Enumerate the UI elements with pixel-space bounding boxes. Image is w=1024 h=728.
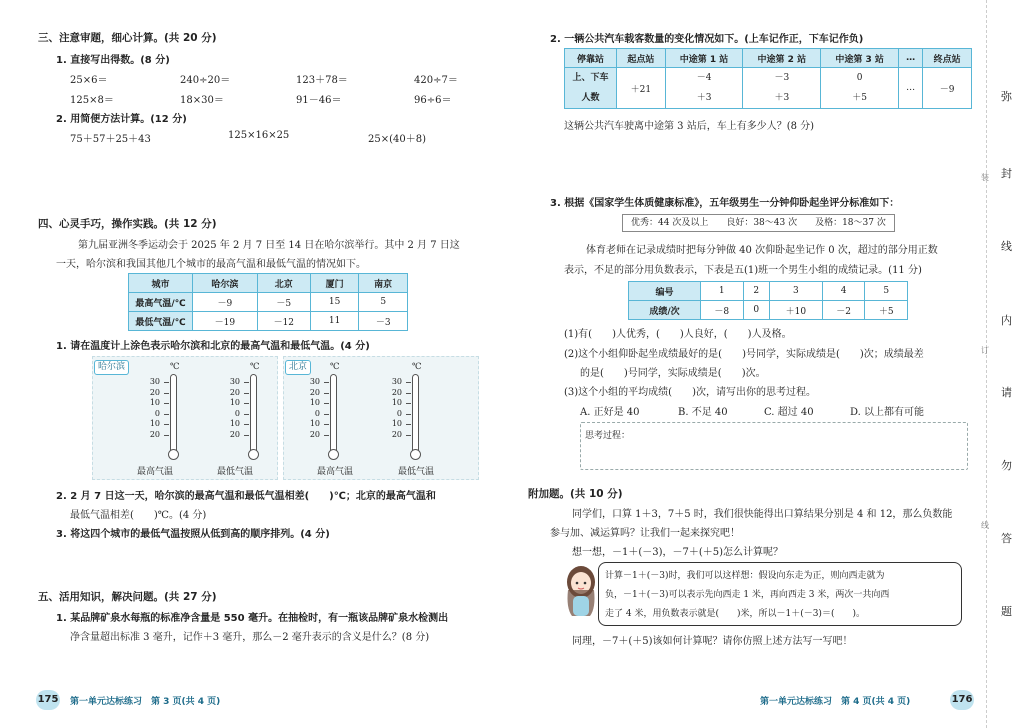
seal-char: 勿 xyxy=(1001,459,1012,472)
thermometer-tick xyxy=(324,414,329,415)
sec3-q2-title: 2. 用简便方法计算。(12 分) xyxy=(56,114,187,125)
seal-line-sidebar xyxy=(981,0,1024,728)
thermometer-tick xyxy=(244,403,249,404)
table-cell: －19 xyxy=(193,312,258,331)
table-cell: 2 xyxy=(743,282,769,301)
binding-mark: 线 xyxy=(981,521,989,530)
table-row-label: 最高气温/℃ xyxy=(129,293,193,312)
sec4-intro: 第九届亚洲冬季运动会于 2025 年 2 月 7 日至 14 日在哈尔滨举行。其中 2 月 7 日这 xyxy=(78,240,460,251)
thermometer-scale: 30 20 10 0 10 20 xyxy=(309,377,320,439)
thermometer-bulb xyxy=(248,449,259,460)
table-header-cell: 编号 xyxy=(629,282,701,301)
table-cell: －2 xyxy=(822,301,865,320)
thermometer-tick xyxy=(406,382,411,383)
calc-item: 240÷20＝ xyxy=(180,75,231,86)
table-header-cell: 中途第 1 站 xyxy=(665,49,743,68)
speech-bubble xyxy=(598,562,962,626)
table-header-cell: 北京 xyxy=(257,274,310,293)
table-header-cell: 中途第 2 站 xyxy=(743,49,821,68)
table-cell: －3 ＋3 xyxy=(743,68,821,109)
table-cell: －3 xyxy=(359,312,408,331)
standard-box: 优秀：44 次及以上 良好：38～43 次 及格：18～37 次 xyxy=(622,214,895,232)
thermometer-tick xyxy=(164,414,169,415)
table-header-cell: 哈尔滨 xyxy=(193,274,258,293)
page-number: 175 xyxy=(36,690,60,710)
table-cell: 1 xyxy=(701,282,744,301)
binding-mark: 装 xyxy=(981,173,989,182)
option-b[interactable]: B. 不足 40 xyxy=(678,407,728,418)
table-header-cell: … xyxy=(898,49,922,68)
simplify-item: 125×16×25 xyxy=(228,130,290,141)
thermometer-tick xyxy=(406,403,411,404)
thermometer-tick xyxy=(244,424,249,425)
situp-sub2: 的是( )号同学，实际成绩是( )次。 xyxy=(580,368,766,379)
table-cell: －8 xyxy=(701,301,744,320)
thermometer-scale: 30 20 10 0 10 20 xyxy=(391,377,402,439)
table-header-cell: 停靠站 xyxy=(565,49,617,68)
table-cell: 3 xyxy=(769,282,822,301)
table-cell: 4 xyxy=(822,282,865,301)
sec4-q2: 2. 2 月 7 日这一天，哈尔滨的最高气温和最低气温相差( )℃；北京的最高气温和 xyxy=(56,491,436,502)
simplify-item: 25×(40＋8) xyxy=(368,134,426,145)
thermometer-tick xyxy=(164,424,169,425)
seal-char: 内 xyxy=(1001,314,1012,327)
extra-para: 同理，－7＋(＋5)该如何计算呢？请你仿照上述方法写一写吧！ xyxy=(572,636,853,647)
calc-item: 123＋78＝ xyxy=(296,75,348,86)
unit-label: ℃ xyxy=(250,362,260,372)
seal-char: 题 xyxy=(1001,605,1012,618)
situp-sub2: (2)这个小组仰卧起坐成绩最好的是( )号同学，实际成绩是( )次；成绩最差 xyxy=(564,349,924,360)
thermometer-caption: 最低气温 xyxy=(217,467,254,477)
extra-para: 同学们，口算 1＋3，7＋5 时，我们很快能得出口算结果分别是 4 和 12，那么负数能 xyxy=(572,509,953,520)
table-cell: －4 ＋3 xyxy=(665,68,743,109)
unit-label: ℃ xyxy=(170,362,180,372)
simplify-item: 75＋57＋25＋43 xyxy=(70,134,151,145)
table-row-label: 最低气温/℃ xyxy=(129,312,193,331)
thermometer-tick xyxy=(406,424,411,425)
thermometer-caption: 最高气温 xyxy=(137,467,174,477)
table-cell: －5 xyxy=(257,293,310,312)
extra-para: 参与加、减运算吗？让我们一起来探究吧！ xyxy=(550,528,740,539)
thermometer-tube[interactable] xyxy=(250,374,257,454)
option-c[interactable]: C. 超过 40 xyxy=(764,407,814,418)
calc-item: 91－46＝ xyxy=(296,95,342,106)
page-footer: 第一单元达标练习 第 3 页(共 4 页) xyxy=(70,697,221,707)
sec4-q3: 3. 将这四个城市的最低气温按照从低到高的顺序排列。(4 分) xyxy=(56,529,330,540)
thermometer-tick xyxy=(244,393,249,394)
bubble-line: 走了 4 米，用负数表示就是( )米，所以－1＋(－3)＝( )。 xyxy=(605,609,865,619)
thermometer-tick xyxy=(406,393,411,394)
situp-sub3: (3)这个小组的平均成绩( )次，请写出你的思考过程。 xyxy=(564,387,816,398)
section-3-title: 三、注意审题，细心计算。(共 20 分) xyxy=(38,32,217,44)
extra-para: 想一想，－1＋(－3)，－7＋(＋5)怎么计算呢？ xyxy=(572,547,784,558)
thermometer-tube[interactable] xyxy=(170,374,177,454)
sec4-q2: 最低气温相差( )℃。(4 分) xyxy=(70,510,207,521)
page-footer: 第一单元达标练习 第 4 页(共 4 页) xyxy=(760,697,911,707)
table-cell: 5 xyxy=(865,282,908,301)
seal-char: 封 xyxy=(1001,167,1012,180)
table-header-cell: 中途第 3 站 xyxy=(821,49,899,68)
sec5-q1: 净含量超出标准 3 毫升，记作＋3 毫升，那么－2 毫升表示的含义是什么？(8 分) xyxy=(70,632,430,643)
bubble-line: 计算－1＋(－3)时，我们可以这样想：假设向东走为正，则向西走就为 xyxy=(605,571,885,581)
sec5-q1: 1. 某品牌矿泉水每瓶的标准净含量是 550 毫升。在抽检时，有一瓶该品牌矿泉水检测出 xyxy=(56,613,449,624)
calc-item: 420÷7＝ xyxy=(414,75,458,86)
table-header-cell: 南京 xyxy=(359,274,408,293)
thermometer-scale: 30 20 10 0 10 20 xyxy=(229,377,240,439)
thermometer-tick xyxy=(324,424,329,425)
sec3-q1-title: 1. 直接写出得数。(8 分) xyxy=(56,55,170,66)
thermometer-tick xyxy=(164,403,169,404)
city-tag: 哈尔滨 xyxy=(94,360,129,375)
table-row-label: 上、下车 人数 xyxy=(565,68,617,109)
thermometer-bulb xyxy=(168,449,179,460)
temperature-table xyxy=(128,273,408,331)
thermometer-caption: 最高气温 xyxy=(317,467,354,477)
table-cell: ＋5 xyxy=(865,301,908,320)
bus-question-title: 2. 一辆公共汽车载客数量的变化情况如下。(上车记作正，下车记作负) xyxy=(550,34,864,45)
bubble-line: 负，－1＋(－3)可以表示先向西走 1 米，再向西走 3 米，两次一共向西 xyxy=(605,590,890,600)
thermometer-tick xyxy=(406,414,411,415)
calc-item: 125×8＝ xyxy=(70,95,114,106)
situp-desc: 表示，不足的部分用负数表示，下表是五(1)班一个男生小组的成绩记录。(11 分) xyxy=(564,265,922,276)
thermometer-tube[interactable] xyxy=(330,374,337,454)
seal-char: 弥 xyxy=(1001,90,1012,103)
table-cell: 0 xyxy=(743,301,769,320)
thermometer-tick xyxy=(324,435,329,436)
thermometer-tick xyxy=(406,435,411,436)
binding-mark: 订 xyxy=(981,346,989,355)
section-5-title: 五、活用知识，解决问题。(共 27 分) xyxy=(38,591,217,603)
unit-label: ℃ xyxy=(412,362,422,372)
table-cell: －9 xyxy=(923,68,972,109)
seal-char: 线 xyxy=(1001,240,1012,253)
table-cell: ＋21 xyxy=(617,68,666,109)
thermometer-tick xyxy=(164,382,169,383)
table-cell: －9 xyxy=(193,293,258,312)
sec4-intro: 一天，哈尔滨和我国其他几个城市的最高气温和最低气温的情况如下。 xyxy=(56,259,366,270)
situp-sub1: (1)有( )人优秀，( )人良好，( )人及格。 xyxy=(564,329,792,340)
table-cell: 11 xyxy=(310,312,359,331)
bus-table xyxy=(564,48,972,109)
thermometer-caption: 最低气温 xyxy=(398,467,435,477)
thermometer-tick xyxy=(244,382,249,383)
table-cell: 15 xyxy=(310,293,359,312)
option-d[interactable]: D. 以上都有可能 xyxy=(850,407,925,418)
seal-char: 答 xyxy=(1001,532,1012,545)
thermometer-tick xyxy=(164,435,169,436)
table-header-cell: 城市 xyxy=(129,274,193,293)
thermometer-bulb xyxy=(410,449,421,460)
thermometer-tick xyxy=(324,393,329,394)
table-cell: ＋10 xyxy=(769,301,822,320)
table-row-label: 成绩/次 xyxy=(629,301,701,320)
table-cell: 0 ＋5 xyxy=(821,68,899,109)
seal-char: 请 xyxy=(1001,386,1012,399)
thinking-label: 思考过程： xyxy=(585,431,631,441)
calc-item: 25×6＝ xyxy=(70,75,108,86)
thermometer-tick xyxy=(244,414,249,415)
situp-desc: 体育老师在记录成绩时把每分钟做 40 次仰卧起坐记作 0 次，超过的部分用正数 xyxy=(586,245,938,256)
city-tag: 北京 xyxy=(285,360,311,375)
calc-item: 18×30＝ xyxy=(180,95,224,106)
table-header-cell: 厦门 xyxy=(310,274,359,293)
thermometer-bulb xyxy=(328,449,339,460)
extra-title: 附加题。(共 10 分) xyxy=(528,488,623,500)
thermometer-tick xyxy=(244,435,249,436)
situp-table xyxy=(628,281,908,320)
thermometer-tick xyxy=(324,403,329,404)
sec4-q1: 1. 请在温度计上涂色表示哈尔滨和北京的最高气温和最低气温。(4 分) xyxy=(56,341,370,352)
table-cell: －12 xyxy=(257,312,310,331)
thermometer-tick xyxy=(324,382,329,383)
situp-question-title: 3. 根据《国家学生体质健康标准》，五年级男生一分钟仰卧起坐评分标准如下： xyxy=(550,198,900,209)
section-4-title: 四、心灵手巧，操作实践。(共 12 分) xyxy=(38,218,217,230)
girl-avatar xyxy=(560,560,602,618)
table-cell: … xyxy=(898,68,922,109)
option-a[interactable]: A. 正好是 40 xyxy=(580,407,640,418)
thermometer-tick xyxy=(164,393,169,394)
unit-label: ℃ xyxy=(330,362,340,372)
calc-item: 96÷6＝ xyxy=(414,95,452,106)
thermometer-tube[interactable] xyxy=(412,374,419,454)
thinking-box[interactable] xyxy=(580,422,968,470)
page-number: 176 xyxy=(950,690,974,710)
table-header-cell: 终点站 xyxy=(923,49,972,68)
thermometer-scale: 30 20 10 0 10 20 xyxy=(149,377,160,439)
table-cell: 5 xyxy=(359,293,408,312)
bus-question-ask: 这辆公共汽车驶离中途第 3 站后，车上有多少人？(8 分) xyxy=(564,121,815,132)
table-header-cell: 起点站 xyxy=(617,49,666,68)
